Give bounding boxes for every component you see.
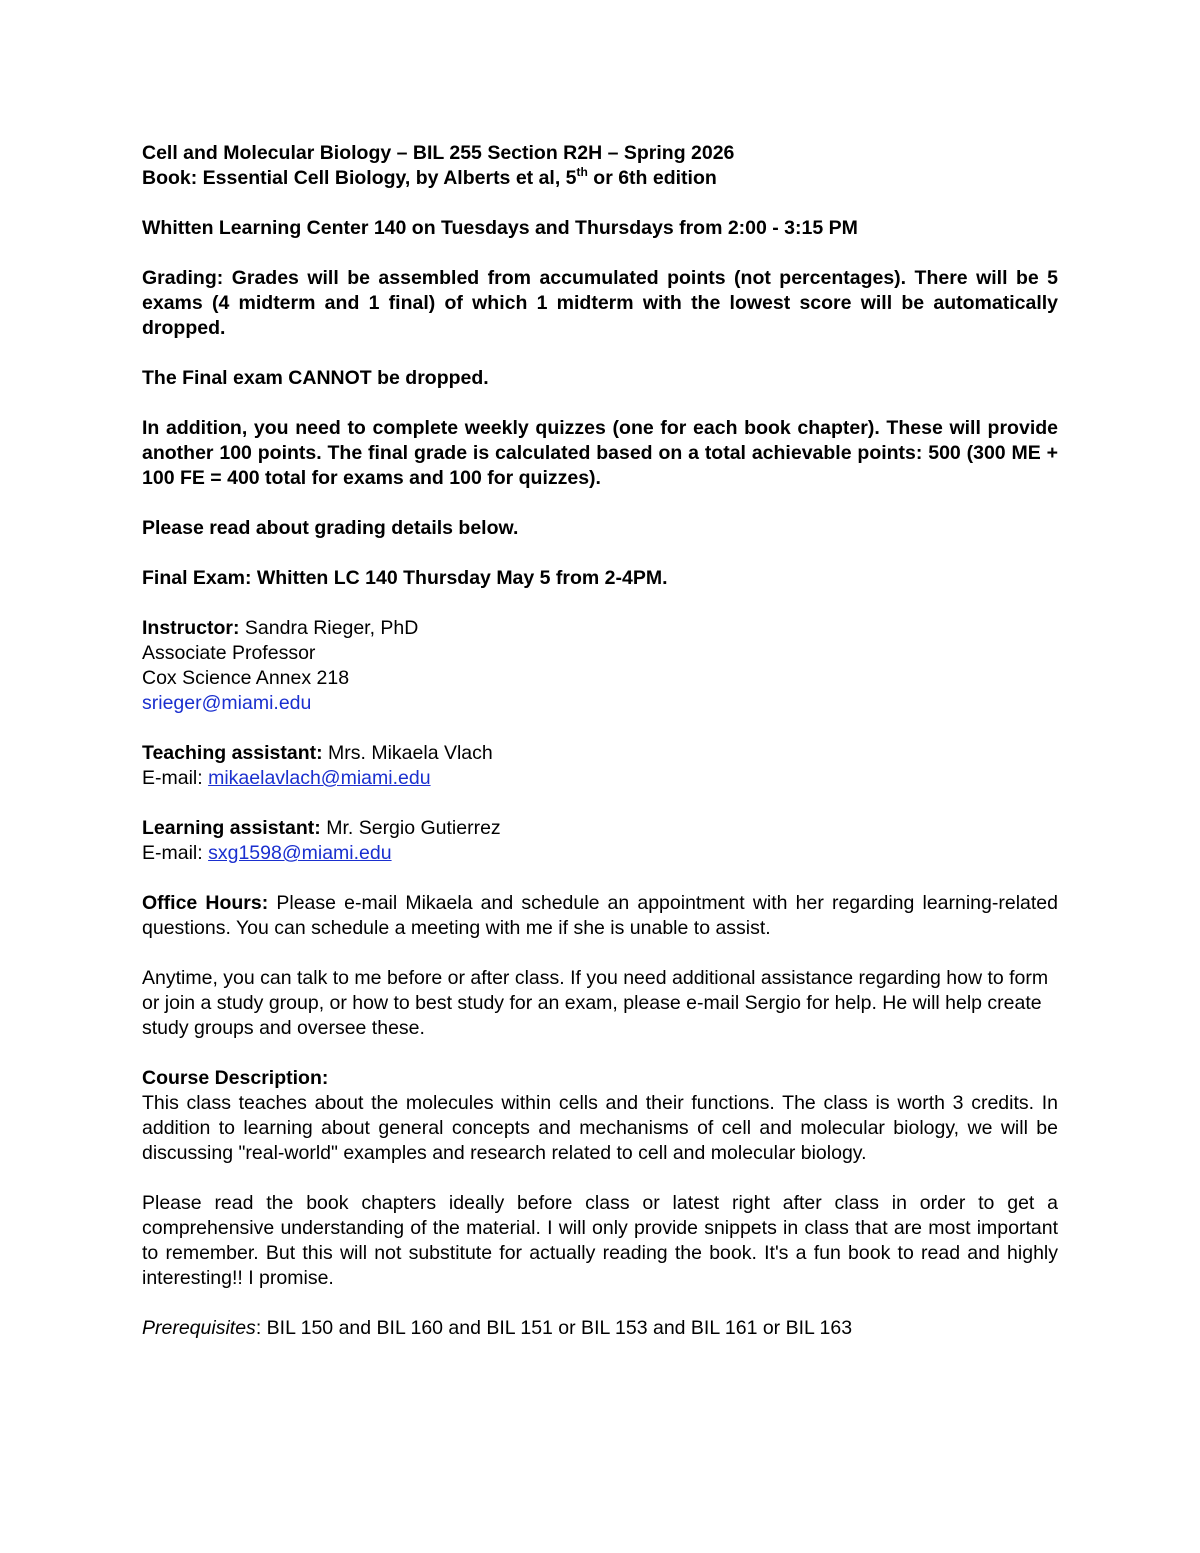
spacer [142, 866, 1058, 891]
ta-label: Teaching assistant: [142, 742, 323, 764]
instructor-name: Sandra Rieger, PhD [239, 617, 419, 639]
prerequisites-text: : BIL 150 and BIL 160 and BIL 151 or BIL 153 and BIL 161 or BIL 163 [255, 1317, 853, 1339]
office-hours-text: Please e-mail Mikaela and schedule an appointment with her regarding learning-related questions. You can schedule a meeting with me if she is unable to assist. [142, 892, 1058, 939]
book-edition-sup: th [576, 164, 588, 179]
class-location: Whitten Learning Center 140 on Tuesdays and Thursdays from 2:00 - 3:15 PM [142, 217, 858, 239]
spacer [142, 241, 1058, 266]
course-description-label: Course Description: [142, 1067, 329, 1089]
spacer [142, 591, 1058, 616]
prerequisites-line [142, 1316, 1058, 1341]
book-text: Book: Essential Cell Biology, by Alberts et al, 5 [142, 167, 577, 189]
la-email-link[interactable]: sxg1598@miami.edu [208, 842, 392, 864]
anytime-paragraph: Anytime, you can talk to me before or after class. If you need additional assistance regarding how to form or join a study group, or how to best study for an exam, please e-mail Sergio for help. He will help create study groups and oversee these. [142, 967, 1049, 1039]
spacer [142, 391, 1058, 416]
spacer [142, 941, 1058, 966]
book-text-suffix: or 6th edition [587, 167, 717, 189]
spacer [142, 1041, 1058, 1066]
spacer [142, 1166, 1058, 1191]
instructor-label: Instructor: [142, 617, 240, 639]
office-hours-paragraph [142, 891, 1058, 941]
la-name: Mr. Sergio Gutierrez [320, 817, 501, 839]
reading-paragraph: Please read the book chapters ideally before class or latest right after class in order to get a comprehensive understanding of the material. I will only provide snippets in class that are most important to remember. But this will not substitute for actually reading the book. It's a fun book to read and highly interesting!! I promise. [142, 1192, 1058, 1289]
office-hours-label: Office Hours: [142, 892, 269, 914]
quizzes-paragraph: In addition, you need to complete weekly quizzes (one for each book chapter). These will provide another 100 points. The final grade is calculated based on a total achievable points: 500 (300 ME + 100 FE = 400 total for exams and 100 for quizzes). [142, 417, 1058, 489]
la-email-label: E-mail: [142, 842, 209, 864]
instructor-title: Associate Professor [142, 642, 316, 664]
ta-email-line [142, 766, 1058, 791]
final-exam-info: Final Exam: Whitten LC 140 Thursday May 5 from 2-4PM. [142, 567, 668, 589]
la-email-line [142, 841, 1058, 866]
syllabus-page [142, 141, 1058, 1341]
final-exam-note: The Final exam CANNOT be dropped. [142, 367, 489, 389]
prerequisites-label: Prerequisites [142, 1317, 256, 1339]
spacer [142, 716, 1058, 741]
course-title: Cell and Molecular Biology – BIL 255 Section R2H – Spring 2026 [142, 142, 735, 164]
la-line [142, 816, 1058, 841]
spacer [142, 341, 1058, 366]
spacer [142, 541, 1058, 566]
spacer [142, 791, 1058, 816]
instructor-office: Cox Science Annex 218 [142, 667, 350, 689]
instructor-email[interactable]: srieger@miami.edu [142, 692, 312, 714]
spacer [142, 1291, 1058, 1316]
ta-email-label: E-mail: [142, 767, 209, 789]
la-label: Learning assistant: [142, 817, 321, 839]
instructor-line [142, 616, 1058, 641]
grading-details-note: Please read about grading details below. [142, 517, 519, 539]
ta-line [142, 741, 1058, 766]
spacer [142, 491, 1058, 516]
ta-email-link[interactable]: mikaelavlach@miami.edu [208, 767, 431, 789]
course-book [142, 166, 1058, 191]
spacer [142, 191, 1058, 216]
ta-name: Mrs. Mikaela Vlach [322, 742, 493, 764]
course-description-paragraph: This class teaches about the molecules within cells and their functions. The class is worth 3 credits. In addition to learning about general concepts and mechanisms of cell and molecular biology, we will be discussing "real-world" examples and research related to cell and molecular biology. [142, 1092, 1058, 1164]
grading-paragraph: Grading: Grades will be assembled from accumulated points (not percentages). There will be 5 exams (4 midterm and 1 final) of which 1 midterm with the lowest score will be automatically dropped. [142, 267, 1058, 339]
